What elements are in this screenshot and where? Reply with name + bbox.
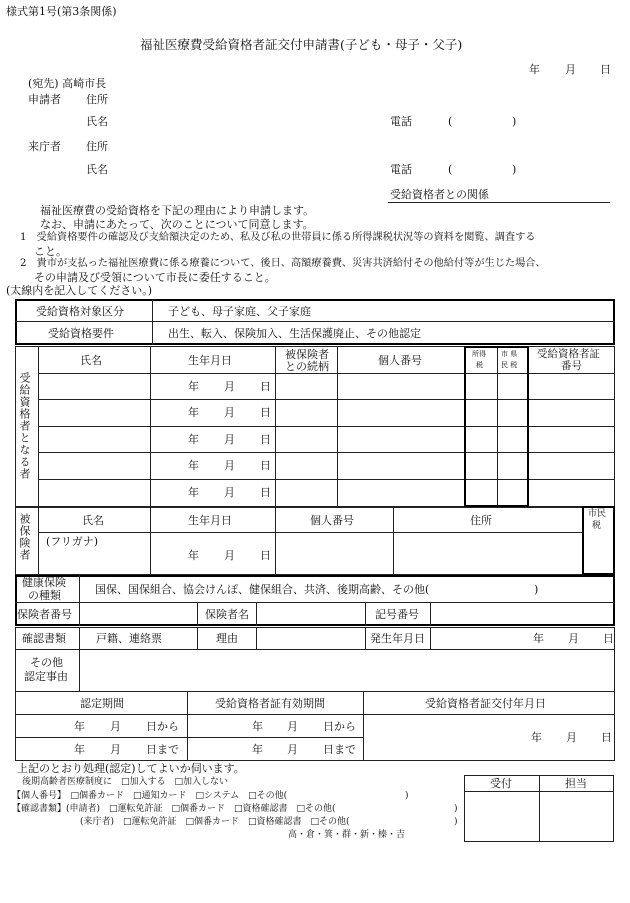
applicant-phone-label: 電話 [390, 115, 412, 128]
reason-label: 理由 [216, 632, 238, 645]
form-title: 福祉医療費受給資格者証交付申請書(子ども・母子・父子) [140, 37, 463, 52]
col-cert-1: 受給資格者証 [537, 348, 600, 360]
other-reason-label-1: その他 [30, 656, 63, 669]
date-day-label: 日 [600, 63, 611, 76]
insured-col-birth: 生年月日 [188, 514, 232, 527]
occurrence-label: 発生年月日 [370, 632, 425, 645]
docs-applicant-close: ) [454, 804, 458, 814]
visitor-phone-open: ( [448, 163, 453, 176]
relation-label: 受給資格者との関係 [390, 188, 489, 201]
col-income-tax-2: 税 [476, 361, 483, 369]
relation-underline [388, 202, 610, 203]
other-reason-label-2: 認定事由 [24, 670, 68, 683]
col-relation-2: との続柄 [285, 360, 329, 373]
statement-line2: なお、申請にあたって、次のことについて同意します。 [40, 218, 314, 231]
applicant-phone-close: ) [512, 115, 517, 128]
occurrence-year: 年 [533, 632, 544, 645]
validity-label: 受給資格者証有効期間 [215, 697, 325, 710]
insurance-type-close: ) [534, 583, 539, 596]
id-check-close: ) [405, 791, 409, 801]
office-use-table [15, 627, 615, 761]
requirement-value: 出生、転入、保険加入、生活保護廃止、その他認定 [168, 327, 421, 340]
id-check-line: 【個人番号】 □個番カード □通知カード □システム □その他( [12, 791, 288, 801]
insurance-type-options: 国保、国保組合、協会けんぽ、健保組合、共済、後期高齢、その他( [95, 583, 430, 596]
visitor-address-label: 住所 [86, 140, 108, 153]
insurance-type-label-1: 健康保険 [22, 576, 66, 589]
date-month-label: 月 [565, 63, 576, 76]
insured-col-city-tax-2: 税 [592, 521, 602, 531]
insured-col-city-tax-1: 市民 [588, 509, 607, 519]
statement-item1-cont: こと。 [34, 245, 67, 258]
date-year-label: 年 [529, 63, 540, 76]
visitor-phone-close: ) [512, 163, 517, 176]
occurrence-month: 月 [568, 632, 579, 645]
approval-text: 上記のとおり処理(認定)してよいか伺います。 [17, 762, 245, 775]
occurrence-day: 日 [603, 632, 614, 645]
insured-col-address: 住所 [470, 514, 492, 527]
requirement-label: 受給資格要件 [48, 327, 114, 340]
statement-line1: 福祉医療費の受給資格を下記の理由により申請します。 [40, 204, 315, 217]
col-cert-2: 番号 [561, 360, 582, 372]
docs-applicant-line: 【確認書類】(申請者) □運転免許証 □個番カード □資格確認書 □その他( [12, 804, 336, 814]
col-id: 個人番号 [378, 354, 422, 367]
visitor-phone-label: 電話 [390, 163, 412, 176]
col-relation-1: 被保険者 [285, 348, 329, 361]
staff-label: 担当 [565, 777, 587, 790]
applicant-name-label: 氏名 [86, 115, 108, 128]
insurer-number-label: 保険者番号 [17, 608, 72, 621]
insured-col-id: 個人番号 [310, 514, 354, 527]
col-birth: 生年月日 [188, 354, 232, 367]
insured-side-label: 被保険者 [18, 513, 31, 561]
docs-visitor-close: ) [454, 817, 458, 827]
confirm-doc-label: 確認書類 [22, 632, 66, 645]
form-number: 様式第1号(第3条関係) [6, 5, 117, 18]
insured-furigana: (フリガナ) [46, 535, 99, 548]
statement-note: (太線内を記入してください。) [6, 284, 153, 297]
insurance-type-label-2: の種類 [28, 589, 61, 602]
application-form-page: 様式第1号(第3条関係) 福祉医療費受給資格者証交付申請書(子ども・母子・父子) 年 月 日 (宛先) 高崎市長 申請者 住所 氏名 電話 ( ) 来庁者 住所 氏名 電話 ( ) 受給資格者との関係 福祉医療費の受給資格を下記の理由により申請します。 なお、申請にあたって、次のことについて同意します。 1 受給資格要件の確認及び支給額決定のため、私及び私の世帯員に係る所得課税状況等の資料を閲覧、調査する こと。 2 貴市が支払った福祉医療費に係る療養について、後日、高額療養費、災害共済給付その他給付等が生じた場合、 その申請及び受領について市長に委任すること。 (太線内を記入してください。) 受給資格対象区分 子ども、母子家庭、父子家庭 受給資格要件 出生、転入、保険加入、生活保護廃止、その他認定 受給資格者となる者 氏名 生年月日 被保険者 との続柄 個人番号 所得 税 市 県 民 税 受給資格者証 番号 年 月 日 年 月 日 年 月 日 年 月 日 年 月 日 被保険者 氏名 生年月日 個人番号 住所 市民 税 (フリガナ) 年 月 日 健康保険 の種類 国保、国保組合、協会けんぽ、健保組合、共済、後期高齢、その他( ) 保険者番号 保険者名 記号番号 確認書類 戸籍、連絡票 理由 発生年月日 年 月 日 その他 認定事由 認定期間 受給資格者証有効期間 受給資格者証交付年月日 年 月 日から 年 月 日まで 年 月 日から 年 月 日まで 年 月 日 上記のとおり処理(認定)してよいか伺います。 後期高齢者医療制度に □加入する □加入しない 【個人番号】 □個番カード □通知カード □システム □その他( ) 【確認書類】(申請者) □運転免許証 □個番カード □資格確認書 □その他( ) (来庁者) □運転免許証 □個番カード □資格確認書 □その他( ) 高・倉・箕・群・新・榛・吉 受付 担当 [6, 5, 614, 840]
visitor-name-label: 氏名 [86, 163, 108, 176]
category-value: 子ども、母子家庭、父子家庭 [168, 305, 311, 318]
col-name: 氏名 [80, 354, 102, 367]
addressee: (宛先) 高崎市長 [28, 77, 107, 90]
recipients-side-label: 受給資格者となる者 [18, 372, 31, 480]
elderly-insurance-line: 後期高齢者医療制度に □加入する □加入しない [22, 777, 229, 787]
col-city-tax-1: 市 県 [501, 350, 518, 358]
statement-item1: 1 受給資格要件の確認及び支給額決定のため、私及び私の世帯員に係る所得課税状況等の資料を閲覧、調査する [20, 232, 536, 243]
statement-item2: 2 貴市が支払った福祉医療費に係る療養について、後日、高額療養費、災害共済給付その他給付等が生じた場合、 [20, 258, 546, 269]
col-income-tax-1: 所得 [472, 350, 486, 358]
applicant-address-label: 住所 [86, 93, 108, 106]
insurer-name-label: 保険者名 [205, 608, 249, 621]
office-branches: 高・倉・箕・群・新・榛・吉 [288, 830, 406, 840]
visitor-role: 来庁者 [28, 140, 61, 153]
applicant-phone-open: ( [448, 115, 453, 128]
issue-date-label: 受給資格者証交付年月日 [425, 697, 546, 710]
docs-visitor-line: (来庁者) □運転免許証 □個番カード □資格確認書 □その他( [80, 817, 350, 827]
confirm-doc-value: 戸籍、連絡票 [96, 632, 162, 645]
category-label: 受給資格対象区分 [36, 305, 124, 318]
symbol-number-label: 記号番号 [375, 608, 419, 621]
received-label: 受付 [490, 777, 512, 790]
applicant-role: 申請者 [28, 93, 61, 106]
col-city-tax-2: 民 税 [501, 361, 518, 369]
tax-column-box [464, 346, 529, 507]
insured-col-name: 氏名 [82, 514, 104, 527]
statement-item2-cont: その申請及び受領について市長に委任すること。 [34, 271, 276, 284]
period-label: 認定期間 [80, 697, 124, 710]
